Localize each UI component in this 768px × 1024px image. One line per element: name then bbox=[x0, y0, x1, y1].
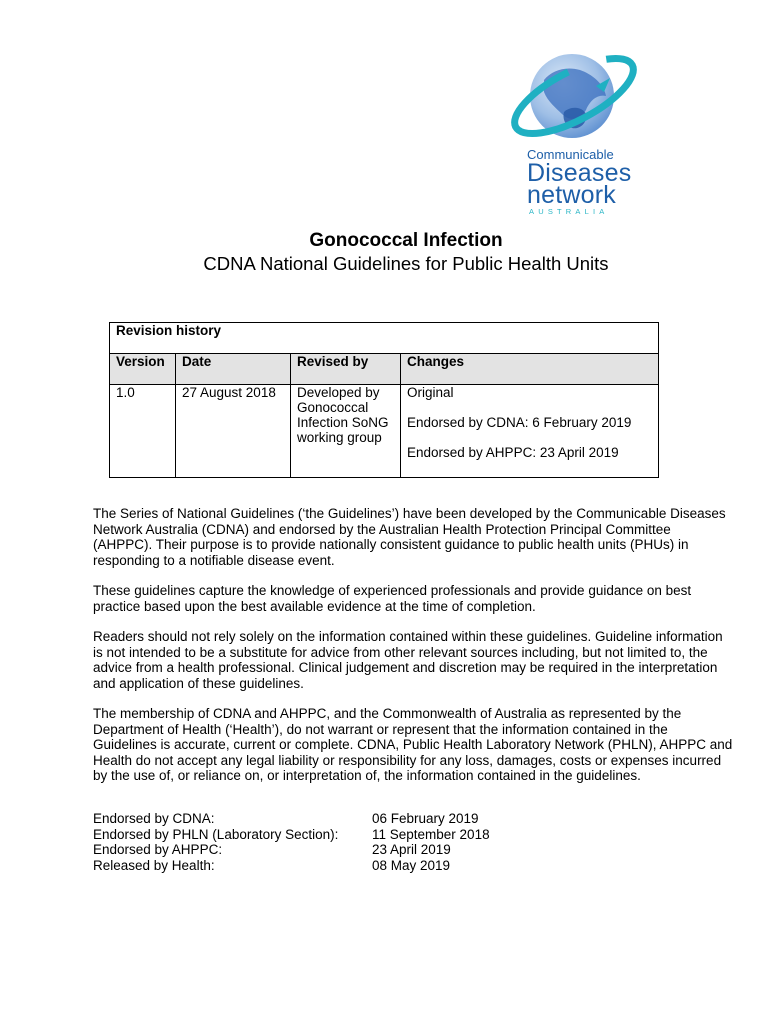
endorsement-date: 23 April 2019 bbox=[372, 842, 451, 857]
endorsement-row bbox=[93, 858, 490, 874]
logo-line-communicable: Communicable bbox=[527, 147, 614, 162]
table-heading: Revision history bbox=[110, 323, 659, 354]
paragraph-purpose: The Series of National Guidelines (‘the Guidelines’) have been developed by the Communicable Diseases Network Australia (CDNA) and endorsed by the Australian Health Protection Principal Committee (AHPPC). Their purpose is to provide nationally consistent guidance to public health units (PHUs) in responding to a notifiable disease event. bbox=[93, 506, 726, 568]
revision-history-table bbox=[109, 322, 659, 478]
change-item: Endorsed by CDNA: 6 February 2019 bbox=[407, 415, 632, 430]
endorsement-row bbox=[93, 827, 490, 843]
body-text bbox=[93, 506, 733, 799]
endorsement-label: Released by Health: bbox=[93, 857, 215, 873]
endorsement-label: Endorsed by AHPPC: bbox=[93, 842, 223, 857]
endorsement-row bbox=[93, 842, 490, 858]
cell-changes bbox=[401, 385, 659, 478]
change-item: Endorsed by AHPPC: 23 April 2019 bbox=[407, 445, 619, 460]
column-header-version: Version bbox=[110, 354, 176, 385]
endorsement-list bbox=[93, 811, 490, 873]
column-header-revised-by: Revised by bbox=[291, 354, 401, 385]
paragraph-reliance: Readers should not rely solely on the information contained within these guidelines. Guideline information is not intended to be a substitute for advice from other relevant sources including, but not limited to, the advice from a health professional. Clinical judgement and discretion may be required in the interpretation and application of these guidelines. bbox=[93, 629, 723, 691]
endorsement-row bbox=[93, 811, 490, 827]
column-header-date: Date bbox=[176, 354, 291, 385]
column-header-changes: Changes bbox=[401, 354, 659, 385]
table-heading-row bbox=[110, 323, 659, 354]
cell-version: 1.0 bbox=[110, 385, 176, 478]
cdna-logo-text bbox=[527, 148, 637, 217]
endorsement-date: 08 May 2019 bbox=[372, 857, 451, 873]
logo-line-australia: AUSTRALIA bbox=[529, 207, 609, 216]
table-header-row bbox=[110, 354, 659, 385]
change-item: Original bbox=[407, 385, 454, 400]
paragraph-knowledge: These guidelines capture the knowledge of experienced professionals and provide guidance on best practice based upon the best available evidence at the time of completion. bbox=[93, 583, 692, 614]
document-subtitle: CDNA National Guidelines for Public Health Units bbox=[203, 253, 609, 274]
endorsement-label: Endorsed by CDNA: bbox=[93, 811, 215, 826]
table-row bbox=[110, 385, 659, 478]
endorsement-label: Endorsed by PHLN (Laboratory Section): bbox=[93, 826, 339, 842]
cell-date: 27 August 2018 bbox=[176, 385, 291, 478]
cell-revised-by: Developed by Gonococcal Infection SoNG working group bbox=[291, 385, 401, 478]
endorsement-date: 11 September 2018 bbox=[372, 826, 490, 842]
logo-line-network: network bbox=[527, 181, 616, 209]
paragraph-disclaimer: The membership of CDNA and AHPPC, and the Commonwealth of Australia as represented by the Department of Health (‘Health’), do not warrant or represent that the information contained in the Guidelines is accurate, current or complete. CDNA, Public Health Laboratory Network (PHLN), AHPPC and Health do not accept any legal liability or responsibility for any loss, damages, costs or expenses incurred by the use of, or reliance on, or interpretation of, the information contained in the guidelines. bbox=[93, 706, 733, 783]
document-title: Gonococcal Infection bbox=[309, 230, 503, 251]
logo-line-diseases: Diseases bbox=[527, 159, 632, 187]
endorsement-date: 06 February 2019 bbox=[372, 811, 479, 826]
